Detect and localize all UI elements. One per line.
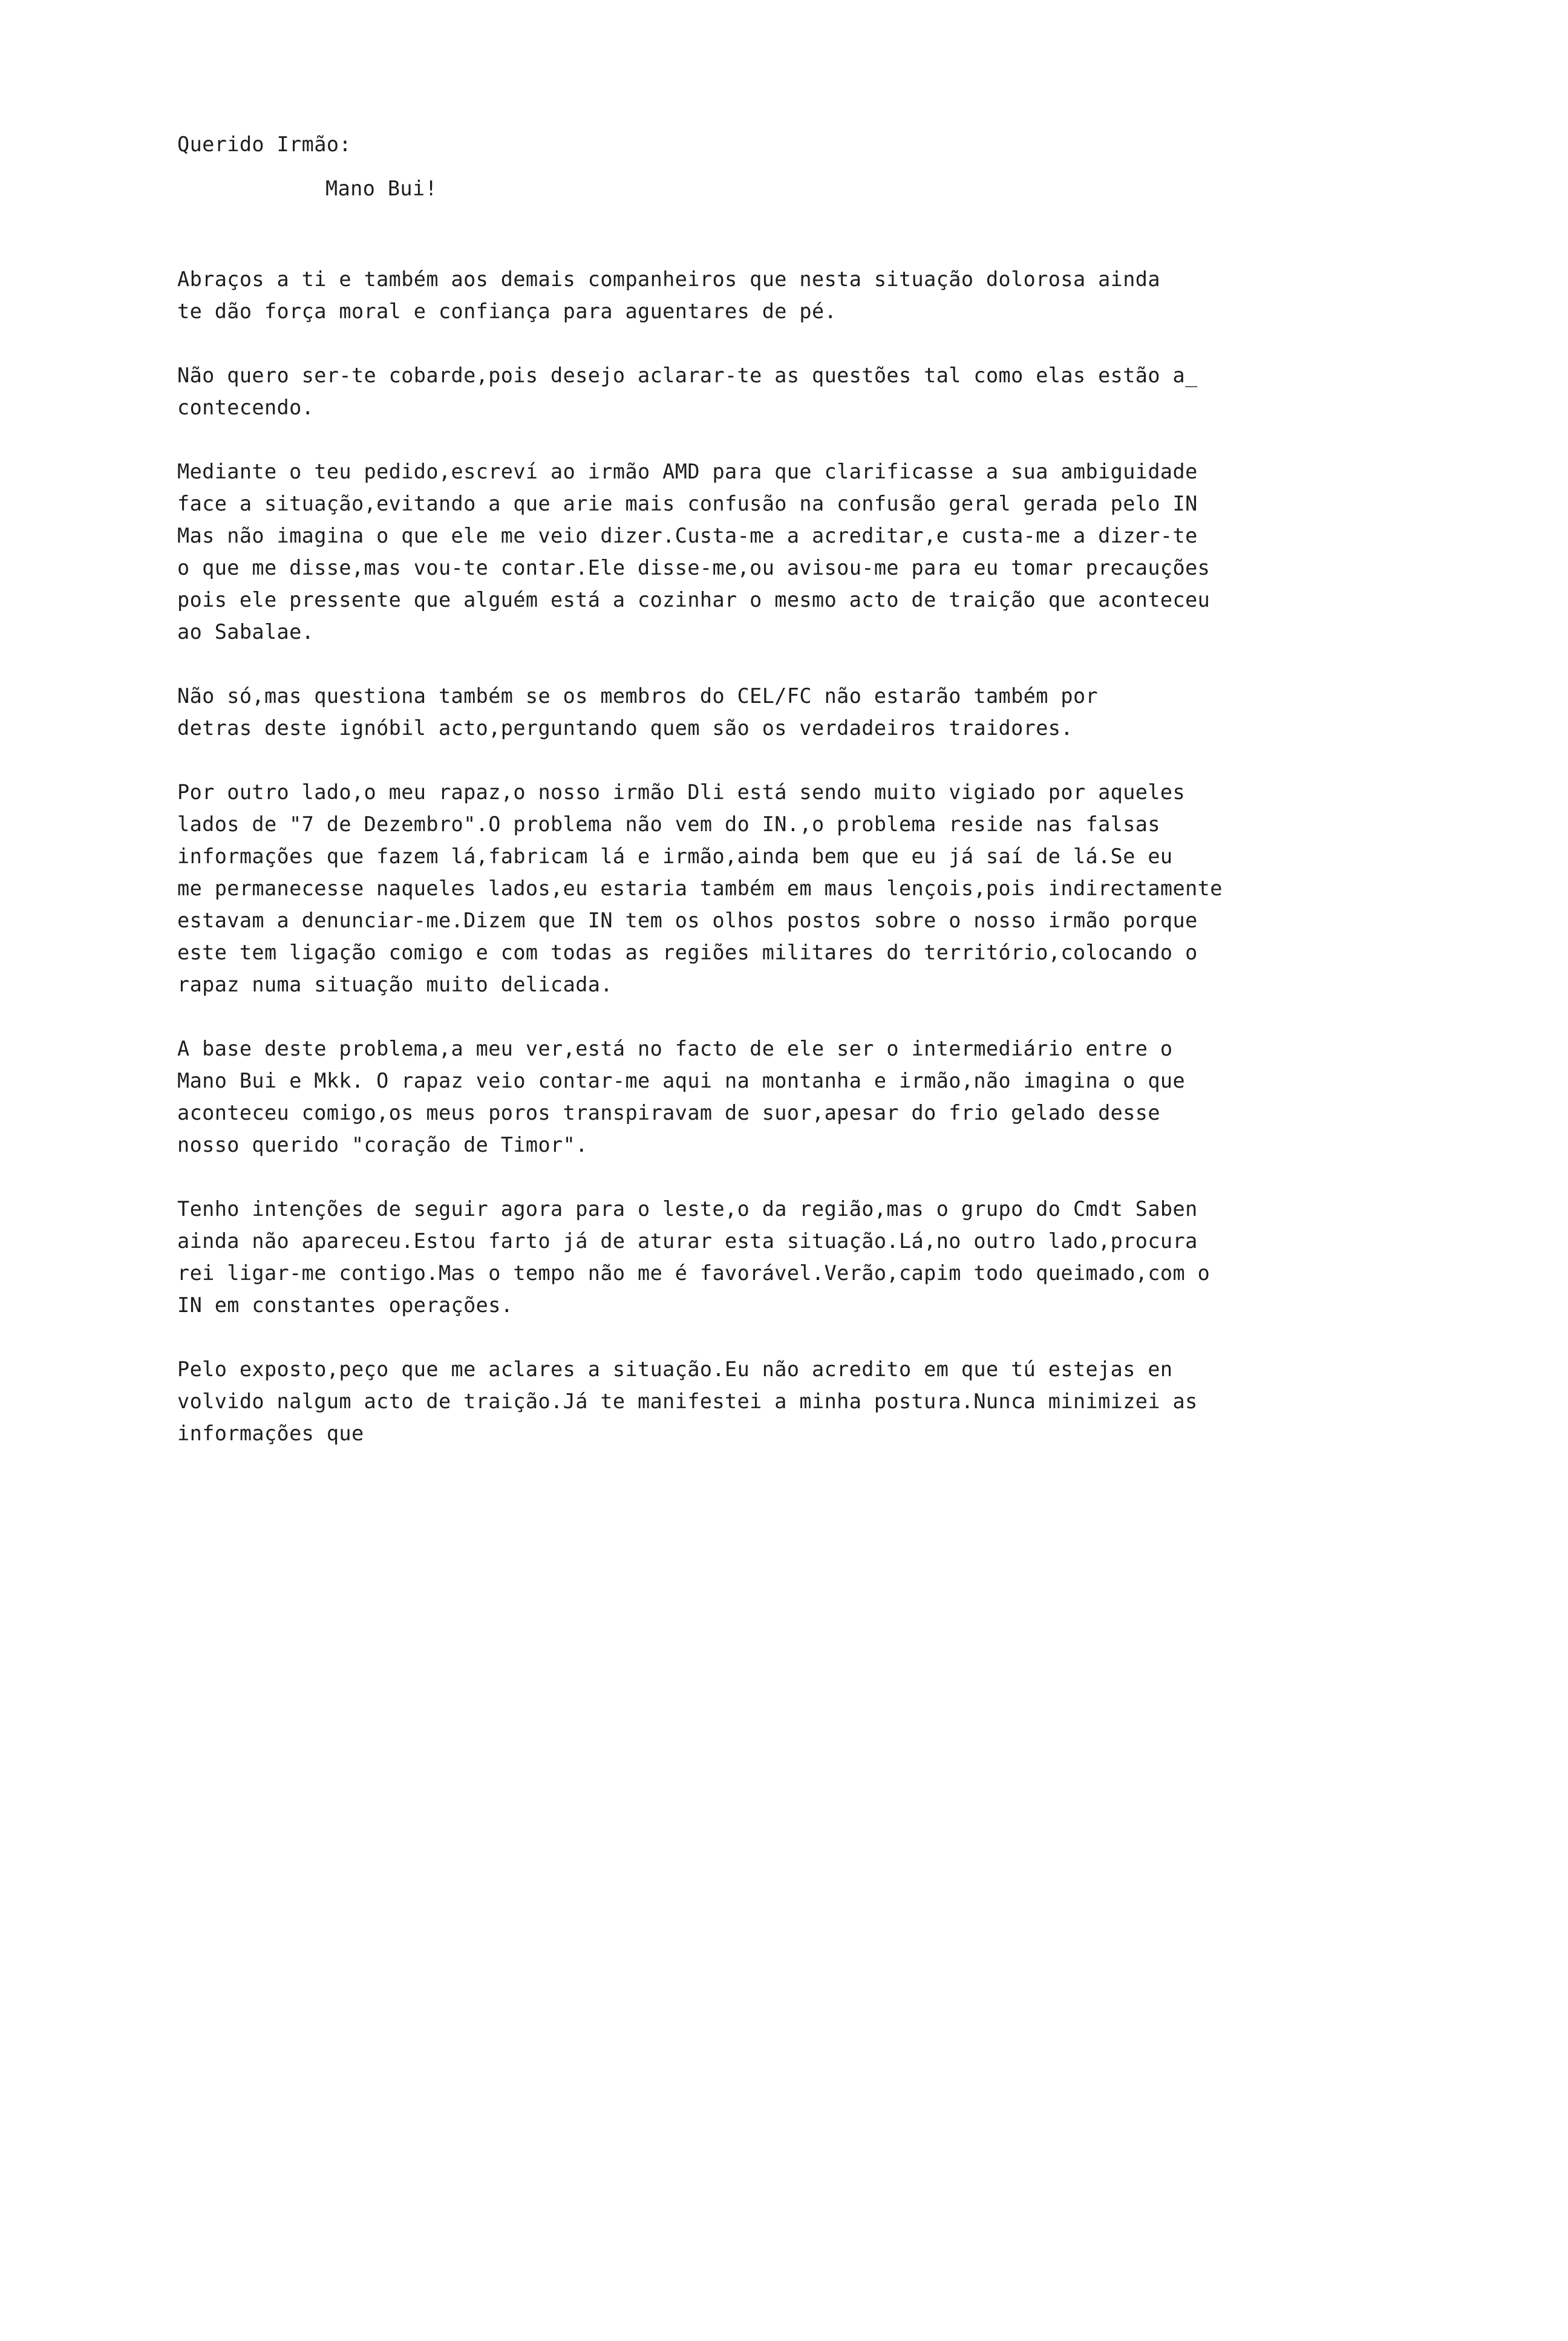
paragraph-7: Tenho intenções de seguir agora para o leste,o da região,mas o grupo do Cmdt Saben ainda não apareceu.Estou farto já de aturar esta situação.Lá,no outro lado,procura rei ligar-me contigo.Mas o tempo não me é favorável.Verão,capim todo queimado,com o IN em constantes operações. [177,1197,1210,1317]
paragraph-5: Por outro lado,o meu rapaz,o nosso irmão Dli está sendo muito vigiado por aqueles lados de "7 de Dezembro".O problema não vem do IN.,o problema reside nas falsas informações que fazem lá,fabricam lá e irmão,ainda bem que eu já saí de lá.Se eu me permanecesse naqueles lados,eu estaria também em maus lençois,pois indirectamente estavam a denunciar-me.Dizem que IN tem os olhos postos sobre o nosso irmão porque este tem ligação comigo e com todas as regiões militares do território,colocando o rapaz numa situação muito delicada. [177,780,1223,996]
greeting: Querido Irmão: [177,132,351,156]
salutation: Mano Bui! [325,177,438,200]
paragraph-3: Mediante o teu pedido,escreví ao irmão AMD para que clarificasse a sua ambiguidade face a situação,evitando a que arie mais confusão na confusão geral gerada pelo IN Mas não imagina o que ele me veio dizer.Custa-me a acreditar,e custa-me a dizer-te o que me disse,mas vou-te contar.Ele disse-me,ou avisou-me para eu tomar precauções pois ele pressente que alguém está a cozinhar o mesmo acto de traição que aconteceu ao Sabalae. [177,460,1210,644]
paragraph-1: Abraços a ti e também aos demais companheiros que nesta situação dolorosa ainda te dão força moral e confiança para aguentares de pé. [177,267,1160,323]
paragraph-8: Pelo exposto,peço que me aclares a situação.Eu não acredito em que tú estejas en volvido nalgum acto de traição.Já te manifestei a minha postura.Nunca minimizei as informações que [177,1357,1198,1445]
paragraph-2: Não quero ser-te cobarde,pois desejo aclarar-te as questões tal como elas estão a_ contecendo. [177,364,1198,419]
paragraph-4: Não só,mas questiona também se os membros do CEL/FC não estarão também por detras deste ignóbil acto,perguntando quem são os verdadeiros traidores. [177,684,1099,740]
paragraph-6: A base deste problema,a meu ver,está no facto de ele ser o intermediário entre o Mano Bui e Mkk. O rapaz veio contar-me aqui na montanha e irmão,não imagina o que aconteceu comigo,os meus poros transpiravam de suor,apesar do frio gelado desse nosso querido "coração de Timor". [177,1037,1186,1157]
letter-body [177,128,1472,1449]
